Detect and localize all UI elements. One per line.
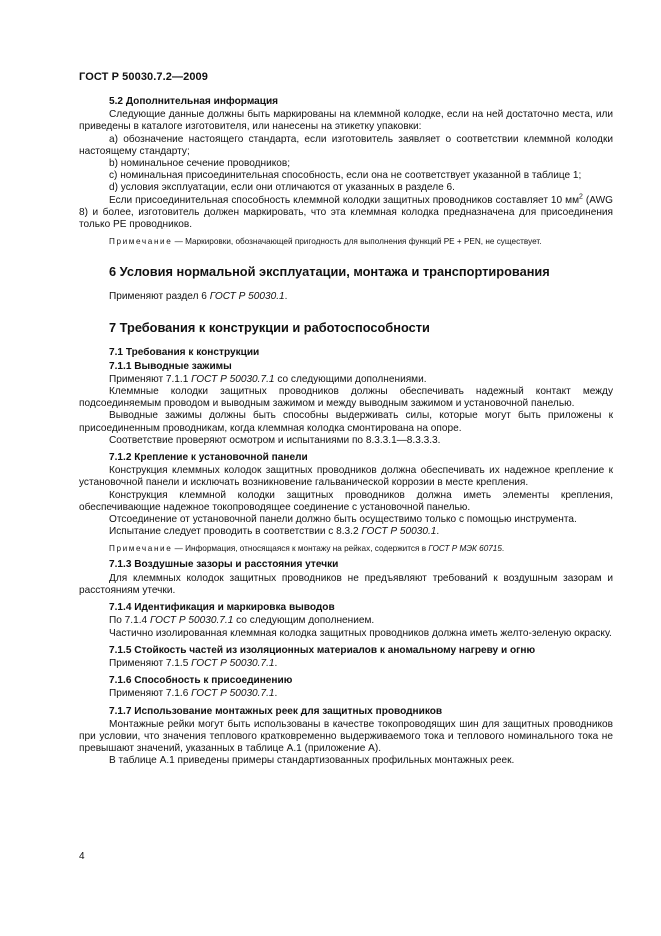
list-item-b: b) номинальное сечение проводников; (109, 158, 291, 170)
section-heading-6: 6 Условия нормальной эксплуатации, монтажа и транспортирования (109, 264, 550, 280)
paragraph: Конструкция клеммной колодки защитных проводников должна иметь элементы крепления, обеспечивающие надежное токопроводящее соединение с установочной панелью. (79, 489, 613, 513)
section-heading-7-1-7: 7.1.7 Использование монтажных реек для защитных проводников (109, 705, 443, 717)
paragraph: Клеммные колодки защитных проводников должны обеспечивать надежный контакт между подсоединяемым проводом и выводным зажимом и между выводным зажимом и установочной панелью. (79, 386, 613, 410)
paragraph: Частично изолированная клеммная колодка защитных проводников должна иметь желто-зеленую окраску. (109, 627, 612, 639)
reference: ГОСТ Р 50030.7.1 (191, 373, 275, 385)
document-header: ГОСТ Р 50030.7.2—2009 (79, 71, 208, 83)
reference: ГОСТ Р 50030.1 (209, 291, 285, 303)
paragraph: Применяют 7.1.6 ГОСТ Р 50030.7.1. (109, 688, 278, 700)
note: Примечание — Информация, относящаяся к монтажу на рейках, содержится в ГОСТ Р МЭК 60715. (109, 544, 505, 554)
reference: ГОСТ Р 50030.7.1 (149, 615, 234, 627)
reference: ГОСТ Р 50030.7.1 (191, 688, 275, 700)
paragraph: Если присоединительная способность клеммной колодки защитных проводников составляет 10 $мм^2$ (AWG 8) и более, изготовитель должен маркировать, что эта клеммная колодка предназначена для присоединения только РЕ проводников. (79, 193, 613, 231)
paragraph: Испытание следует проводить в соответствии с 8.3.2 ГОСТ Р 50030.1. (109, 526, 440, 538)
paragraph: По 7.1.4 ГОСТ Р 50030.7.1 со следующим дополнением. (109, 615, 375, 627)
paragraph: Выводные зажимы должны быть способны выдерживать силы, которые могут быть приложены к присоединенным проводникам, когда клеммная колодка смонтирована на опоре. (79, 410, 613, 434)
section-heading-7-1-2: 7.1.2 Крепление к установочной панели (109, 452, 308, 464)
paragraph: Соответствие проверяют осмотром и испытаниями по 8.3.3.1—8.3.3.3. (109, 434, 441, 446)
paragraph: Для клеммных колодок защитных проводников не предъявляют требований к воздушным зазорам и расстояниям утечки. (79, 572, 613, 596)
document-body (79, 96, 613, 768)
paragraph: Применяют 7.1.5 ГОСТ Р 50030.7.1. (109, 657, 278, 669)
reference: ГОСТ Р 50030.1 (361, 526, 437, 538)
paragraph: Применяют раздел 6 ГОСТ Р 50030.1. (109, 291, 288, 303)
note-label: Примечание (109, 544, 173, 554)
paragraph: Монтажные рейки могут быть использованы в качестве токопроводящих шин для защитных проводников при условии, что значения теплового кратковременно выдерживаемого тока и теплового номинального тока не превышают значений, указанных в таблице А.1 (приложение А). (79, 718, 613, 755)
section-heading-7-1-5: 7.1.5 Стойкость частей из изоляционных материалов к аномальному нагреву и огню (109, 644, 536, 656)
section-heading-7-1-4: 7.1.4 Идентификация и маркировка выводов (109, 602, 335, 614)
section-heading-5-2: 5.2 Дополнительная информация (109, 96, 279, 107)
note-label: Примечание (109, 237, 173, 247)
reference: ГОСТ Р 50030.7.1 (191, 657, 275, 669)
paragraph: Отсоединение от установочной панели должно быть осуществимо только с помощью инструмента. (109, 514, 577, 526)
reference: ГОСТ Р МЭК 60715 (428, 544, 502, 554)
page-number: 4 (79, 851, 85, 862)
section-heading-7-1-6: 7.1.6 Способность к присоединению (109, 675, 293, 687)
list-item-c: c) номинальная присоединительная способность, если она не соответствует указанной в таблице 1; (109, 170, 582, 182)
paragraph: Следующие данные должны быть маркированы на клеммной колодке, если на ней достаточно места, или приведены в каталоге изготовителя, или нанесены на этикетку упаковки: (79, 109, 613, 133)
paragraph: Конструкция клеммных колодок защитных проводников должна обеспечивать их надежное крепление к установочной панели и исключать возникновение гальванической коррозии в месте крепления. (79, 465, 613, 489)
list-item-d: d) условия эксплуатации, если они отличаются от указанных в разделе 6. (109, 182, 455, 194)
note: Примечание — Маркировки, обозначающей пригодность для выполнения функций PE + PEN, не существует. (109, 237, 542, 247)
section-heading-7-1: 7.1 Требования к конструкции (109, 347, 260, 359)
paragraph: В таблице А.1 приведены примеры стандартизованных профильных монтажных реек. (109, 755, 515, 767)
paragraph: Применяют 7.1.1 ГОСТ Р 50030.7.1 со следующими дополнениями. (109, 373, 427, 385)
section-heading-7: 7 Требования к конструкции и работоспособности (109, 320, 430, 336)
list-item-a: a) обозначение настоящего стандарта, если изготовитель заявляет о соответствии клеммной колодки настоящему стандарту; (79, 133, 613, 157)
section-heading-7-1-3: 7.1.3 Воздушные зазоры и расстояния утечки (109, 559, 339, 571)
section-heading-7-1-1: 7.1.1 Выводные зажимы (109, 360, 232, 372)
